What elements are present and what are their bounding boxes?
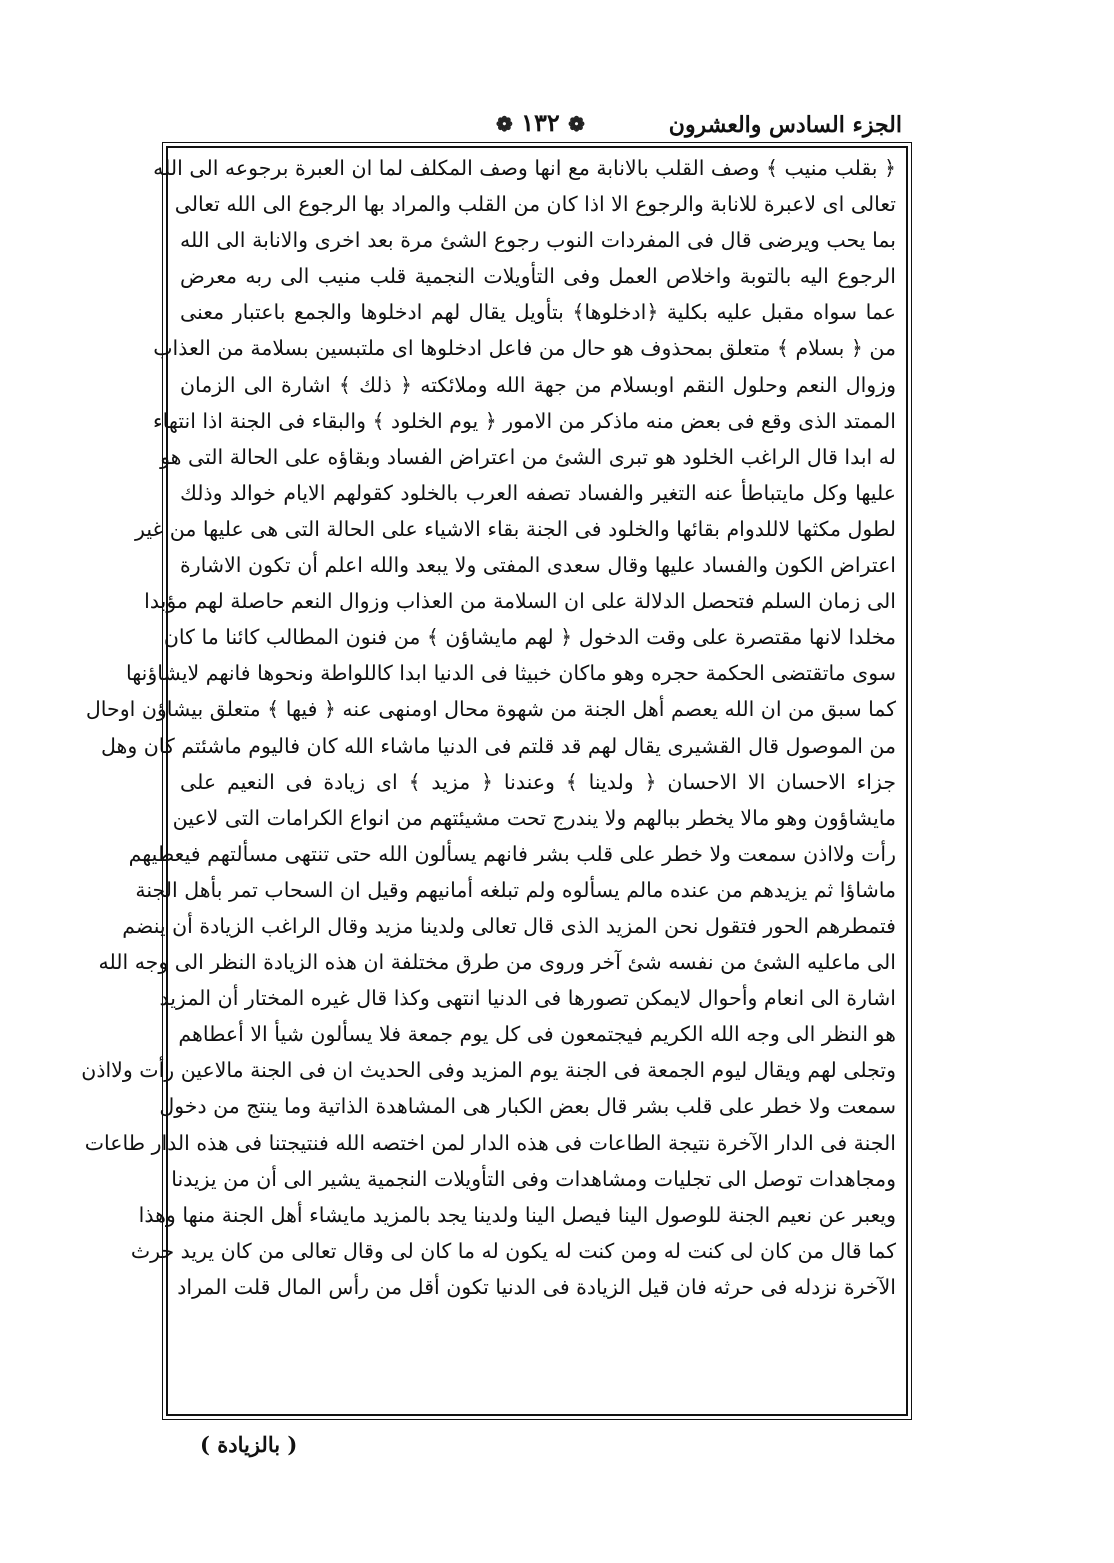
text-line: عما سواه مقبل عليه بكلية ﴿ادخلوها﴾ بتأويل يقال لهم ادخلوها والجمع باعتبار معنى — [180, 300, 896, 325]
text-line: كما سبق من ان الله يعصم أهل الجنة من شهوة محال اومنهى عنه ﴿ فيها ﴾ متعلق بيشاؤن اوحال — [85, 697, 896, 722]
text-line: ويعبر عن نعيم الجنة للوصول الينا فيصل الينا ولدينا يجد بالمزيد مايشاء أهل الجنة منها وهذا — [138, 1202, 896, 1227]
text-line: وزوال النعم وحلول النقم اوبسلام من جهة الله وملائكته ﴿ ذلك ﴾ اشارة الى الزمان — [180, 372, 896, 397]
text-line: مايشاؤون وهو مالا يخطر ببالهم ولا يندرج تحت مشيئتهم من انواع الكرامات التى لاعين — [172, 805, 896, 830]
text-line: كما قال من كان لى كنت له ومن كنت له يكون له ما كان لى وقال تعالى من كان يريد حرث — [130, 1238, 896, 1263]
text-line: الرجوع اليه بالتوبة واخلاص العمل وفى التأويلات النجمية قلب منيب الى ربه معرض — [180, 264, 896, 289]
text-line: الجنة فى الدار الآخرة نتيجة الطاعات فى هذه الدار لمن اختصه الله فنتيجتنا فى هذه الدار طاعات — [84, 1130, 896, 1155]
text-line: ﴿ بقلب منيب ﴾ وصف القلب بالانابة مع انها وصف المكلف لما ان العبرة برجوعه الى الله — [153, 156, 896, 180]
text-line: هو النظر الى وجه الله الكريم فيجتمعون فى كل يوم جمعة فلا يسألون شيأ الا أعطاهم — [178, 1022, 896, 1047]
text-line: الآخرة نزدله فى حرثه فان قيل الزيادة فى الدنيا تكون أقل من رأس المال قلت المراد — [177, 1274, 896, 1299]
text-line: الى ماعليه الشئ من نفسه شئ آخر وروى من طرق مختلفة ان هذه الزيادة النظر الى وجه الله — [98, 950, 896, 975]
text-line: سوى ماتقتضى الحكمة حجره وهو ماكان خبيثا فى الدنيا ابدا كاللواطة ونحوها فانهم لايشاؤنها — [125, 661, 896, 686]
text-line: بما يحب ويرضى قال فى المفردات النوب رجوع الشئ مرة بعد اخرى والانابة الى الله — [180, 228, 896, 253]
text-line: من ﴿ بسلام ﴾ متعلق بمحذوف هو حال من فاعل ادخلوها اى ملتبسين بسلامة من العذاب — [153, 336, 896, 361]
text-line: له ابدا قال الراغب الخلود هو تبرى الشئ من اعتراض الفساد وبقاؤه على الحالة التى هو — [160, 444, 896, 469]
text-line: ماشاؤا ثم يزيدهم من عنده مالم يسألوه ولم تبلغه أمانيهم وقيل ان السحاب تمر بأهل الجنة — [135, 877, 896, 902]
text-line: لطول مكثها لاللدوام بقائها والخلود فى الجنة بقاء الاشياء على الحالة التى هى عليها من غير — [135, 516, 896, 541]
text-line: سمعت ولا خطر على قلب بشر قال بعض الكبار هى المشاهدة الذاتية وما ينتج من دخول — [159, 1094, 896, 1119]
text-line: من الموصول قال القشيرى يقال لهم قد قلتم فى الدنيا ماشاء الله كان فاليوم ماشئتم كان وهل — [100, 733, 896, 758]
page-header — [166, 108, 908, 144]
text-line: ومجاهدات توصل الى تجليات ومشاهدات وفى التأويلات النجمية يشير الى أن من يزيدنا — [171, 1166, 896, 1191]
ornament-left-icon: ❁ — [496, 112, 513, 136]
page-number — [496, 108, 585, 137]
text-line: فتمطرهم الحور فتقول نحن المزيد الذى قال تعالى ولدينا مزيد وقال الراغب الزيادة أن ينضم — [122, 913, 896, 938]
text-line: عليها وكل مايتباطأ عنه التغير والفساد تصفه العرب بالخلود كقولهم الايام خوالد وذلك — [180, 480, 896, 505]
text-line: رأت ولااذن سمعت ولا خطر على قلب بشر فانهم يسألون الله حتى تنتهى مسألتهم فيعطيهم — [128, 841, 896, 866]
text-line: الى زمان السلم فتحصل الدلالة على ان السلامة من العذاب وزوال النعم حاصلة لهم مؤبدا — [144, 589, 896, 614]
text-line: الممتد الذى وقع فى بعض منه ماذكر من الامور ﴿ يوم الخلود ﴾ والبقاء فى الجنة اذا انتهاء — [152, 408, 896, 433]
running-title: الجزء السادس والعشرون — [668, 112, 902, 138]
ornament-right-icon: ❁ — [568, 112, 585, 136]
text-line: تعالى اى لاعبرة للانابة والرجوع الا اذا كان من القلب والمراد بها الرجوع الى الله تعالى — [174, 192, 896, 217]
text-line: اعتراض الكون والفساد عليها وقال سعدى المفتى ولا يبعد والله اعلم أن تكون الاشارة — [180, 553, 896, 578]
text-line: اشارة الى انعام وأحوال لايمكن تصورها فى الدنيا انتهى وكذا قال غيره المختار أن المزيد — [159, 986, 896, 1011]
text-line: جزاء الاحسان الا الاحسان ﴿ ولدينا ﴾ وعندنا ﴿ مزيد ﴾ اى زيادة فى النعيم على — [180, 769, 896, 794]
text-line: وتجلى لهم ويقال ليوم الجمعة فى الجنة يوم المزيد وفى الحديث ان فى الجنة مالاعين رأت ولااذن — [81, 1058, 896, 1083]
text-line: مخلدا لانها مقتصرة على وقت الدخول ﴿ لهم مايشاؤن ﴾ من فنون المطالب كائنا ما كان — [163, 625, 896, 650]
body-text — [81, 150, 896, 1412]
page-number-value: ١٣٢ — [521, 108, 560, 137]
catchword: ( بالزيادة ) — [200, 1432, 298, 1457]
